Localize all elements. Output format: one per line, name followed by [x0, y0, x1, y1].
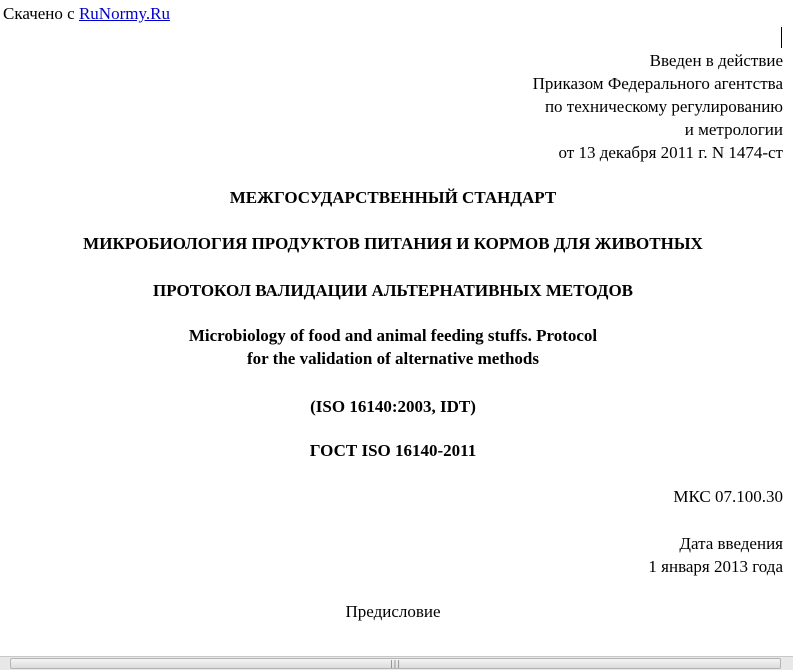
effective-date-value: 1 января 2013 года	[648, 557, 783, 576]
title-en-line2: for the validation of alternative methods	[247, 349, 539, 368]
enactment-line: и метрологии	[684, 120, 783, 139]
enactment-block	[533, 49, 783, 164]
source-line	[3, 4, 170, 24]
text-cursor	[781, 27, 782, 48]
enactment-line: от 13 декабря 2011 г. N 1474-ст	[558, 143, 783, 162]
title-ru-line2: ПРОТОКОЛ ВАЛИДАЦИИ АЛЬТЕРНАТИВНЫХ МЕТОДОВ	[152, 281, 634, 300]
gost-number: ГОСТ ISO 16140-2011	[309, 441, 477, 460]
enactment-line: Приказом Федерального агентства	[532, 74, 783, 93]
enactment-line: по техническому регулированию	[544, 97, 783, 116]
grip-icon: |||	[389, 659, 402, 668]
mks-code: МКС 07.100.30	[673, 487, 783, 506]
horizontal-scrollbar[interactable]	[0, 656, 793, 670]
effective-date-label: Дата введения	[679, 534, 783, 553]
section-heading-foreword: Предисловие	[345, 602, 441, 621]
enactment-line: Введен в действие	[649, 51, 783, 70]
scrollbar-thumb[interactable]	[10, 658, 781, 669]
source-link[interactable]: RuNormy.Ru	[78, 4, 170, 23]
source-prefix: Скачено с	[3, 4, 79, 23]
title-ru-line1: МИКРОБИОЛОГИЯ ПРОДУКТОВ ПИТАНИЯ И КОРМОВ ДЛЯ ЖИВОТНЫХ	[83, 234, 703, 253]
standard-type-heading: МЕЖГОСУДАРСТВЕННЫЙ СТАНДАРТ	[229, 188, 557, 207]
iso-reference: (ISO 16140:2003, IDT)	[310, 397, 476, 416]
title-en-line1: Microbiology of food and animal feeding stuffs. Protocol	[188, 326, 598, 345]
